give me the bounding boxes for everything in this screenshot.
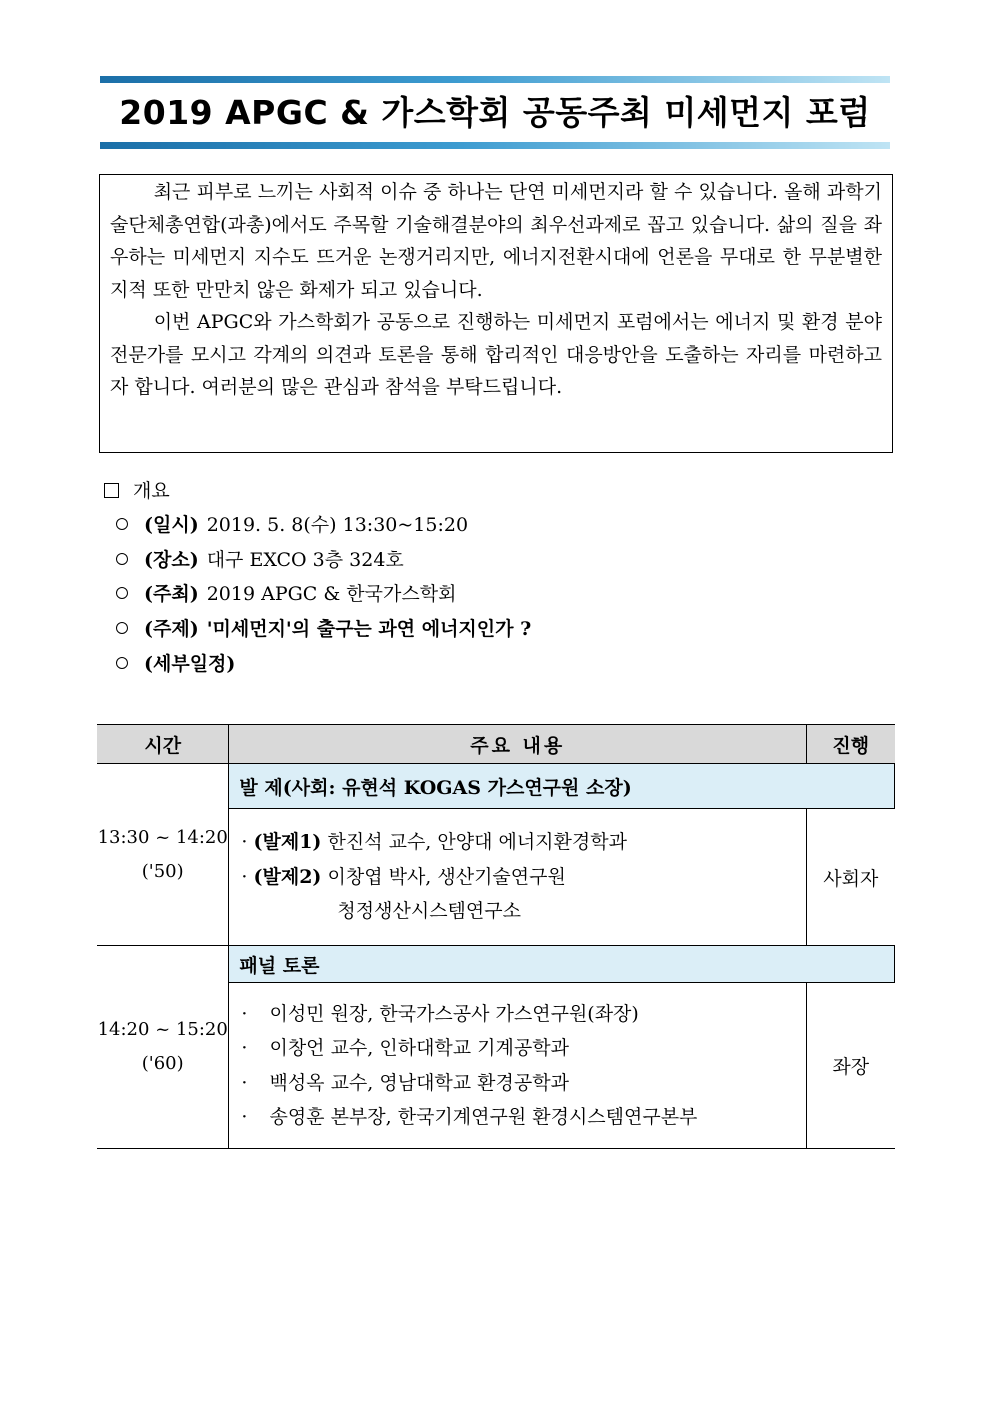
list-item [241, 1100, 792, 1135]
session1-host: 사회자 [807, 809, 895, 946]
circle-bullet-icon [116, 622, 128, 634]
circle-bullet-icon [116, 657, 128, 669]
overview-heading [104, 476, 170, 503]
panelist: 이창언 교수, 인하대학교 기계공학과 [269, 1037, 569, 1059]
panelist: 송영훈 본부장, 한국기계연구원 환경시스템연구본부 [269, 1106, 698, 1128]
session1-time-cell [97, 764, 229, 946]
header-time: 시간 [97, 725, 229, 764]
overview-item-venue [116, 545, 404, 572]
overview-label: (주최) [144, 583, 199, 605]
session2-time-cell [97, 946, 229, 1149]
talk-text: 한진석 교수, 안양대 에너지환경학과 [327, 831, 627, 854]
overview-item-date [116, 510, 468, 537]
circle-bullet-icon [116, 518, 128, 530]
list-item [241, 997, 792, 1032]
talk-text: 이창엽 박사, 생산기술연구원 [327, 865, 566, 888]
list-item [241, 860, 792, 895]
overview-value: '미세먼지'의 출구는 과연 에너지인가 ? [206, 618, 532, 640]
overview-label: (일시) [144, 514, 199, 536]
talk-label: (발제2) [253, 865, 322, 888]
square-bullet-icon [104, 483, 119, 498]
panelist: 백성옥 교수, 영남대학교 환경공학과 [269, 1071, 569, 1094]
page-title: 2019 APGC & 가스학회 공동주최 미세먼지 포럼 [119, 93, 871, 132]
bullet-dot-icon: · [241, 1037, 248, 1059]
overview-heading-label: 개요 [133, 480, 170, 502]
intro-box [99, 174, 893, 453]
header-host: 진행 [807, 725, 895, 764]
title-bar-bottom [100, 142, 890, 149]
list-item [241, 1031, 792, 1066]
session2-title: 패널 토론 [229, 946, 895, 983]
bullet-dot-icon: · [241, 831, 248, 854]
circle-bullet-icon [116, 553, 128, 565]
overview-item-detail-schedule [116, 649, 243, 676]
session1-title: 발 제(사회: 유현석 KOGAS 가스연구원 소장) [229, 764, 895, 809]
table-header-row [97, 725, 895, 764]
bullet-dot-icon: · [241, 1002, 248, 1025]
overview-label: (세부일정) [144, 653, 236, 675]
bullet-dot-icon: · [241, 1071, 248, 1094]
intro-paragraph-2: 이번 APGC와 가스학회가 공동으로 진행하는 미세먼지 포럼에서는 에너지 및 환경 분야 전문가를 모시고 각계의 의견과 토론을 통해 합리적인 대응방안을 도출하는 자리를 마련하고자 합니다. 여러분의 많은 관심과 참석을 부탁드립니다. [110, 311, 882, 398]
overview-label: (장소) [144, 549, 199, 571]
circle-bullet-icon [116, 587, 128, 599]
session1-duration: ('50) [141, 860, 184, 882]
intro-paragraph-1: 최근 피부로 느끼는 사회적 이슈 중 하나는 단연 미세먼지라 할 수 있습니다. 올해 과학기술단체총연합(과총)에서도 주목할 기술해결분야의 최우선과제로 꼽고 있습니다. 삶의 질을 좌우하는 미세먼지 지수도 뜨거운 논쟁거리지만, 에너지전환시대에 언론을 무대로 한 무분별한 지적 또한 만만치 않은 화제가 되고 있습니다. [110, 181, 882, 301]
session2-content [229, 983, 807, 1149]
session1-content [229, 809, 807, 946]
bullet-dot-icon: · [241, 1106, 248, 1128]
overview-value: 2019 APGC & 한국가스학회 [206, 583, 457, 605]
overview-item-host [116, 579, 456, 606]
schedule-table [97, 724, 895, 1149]
panelist: 이성민 원장, 한국가스공사 가스연구원(좌장) [269, 1002, 639, 1025]
table-row [97, 946, 895, 983]
bullet-dot-icon: · [241, 865, 248, 888]
header-content: 주요 내용 [229, 725, 807, 764]
title-bar-top [100, 76, 890, 83]
talk-text-continued: 청정생산시스템연구소 [337, 900, 521, 923]
overview-label: (주제) [144, 618, 199, 640]
session2-host: 좌장 [807, 983, 895, 1149]
list-item [241, 825, 792, 860]
overview-value: 대구 EXCO 3층 324호 [206, 549, 404, 571]
session2-time: 14:20 ~ 15:20 [97, 1019, 228, 1040]
list-item [241, 1066, 792, 1101]
session2-duration: ('60) [141, 1053, 184, 1074]
overview-value: 2019. 5. 8(수) 13:30~15:20 [206, 514, 469, 536]
table-row [97, 764, 895, 809]
session1-time: 13:30 ~ 14:20 [97, 826, 228, 848]
overview-item-topic [116, 614, 531, 641]
talk-label: (발제1) [253, 831, 322, 854]
